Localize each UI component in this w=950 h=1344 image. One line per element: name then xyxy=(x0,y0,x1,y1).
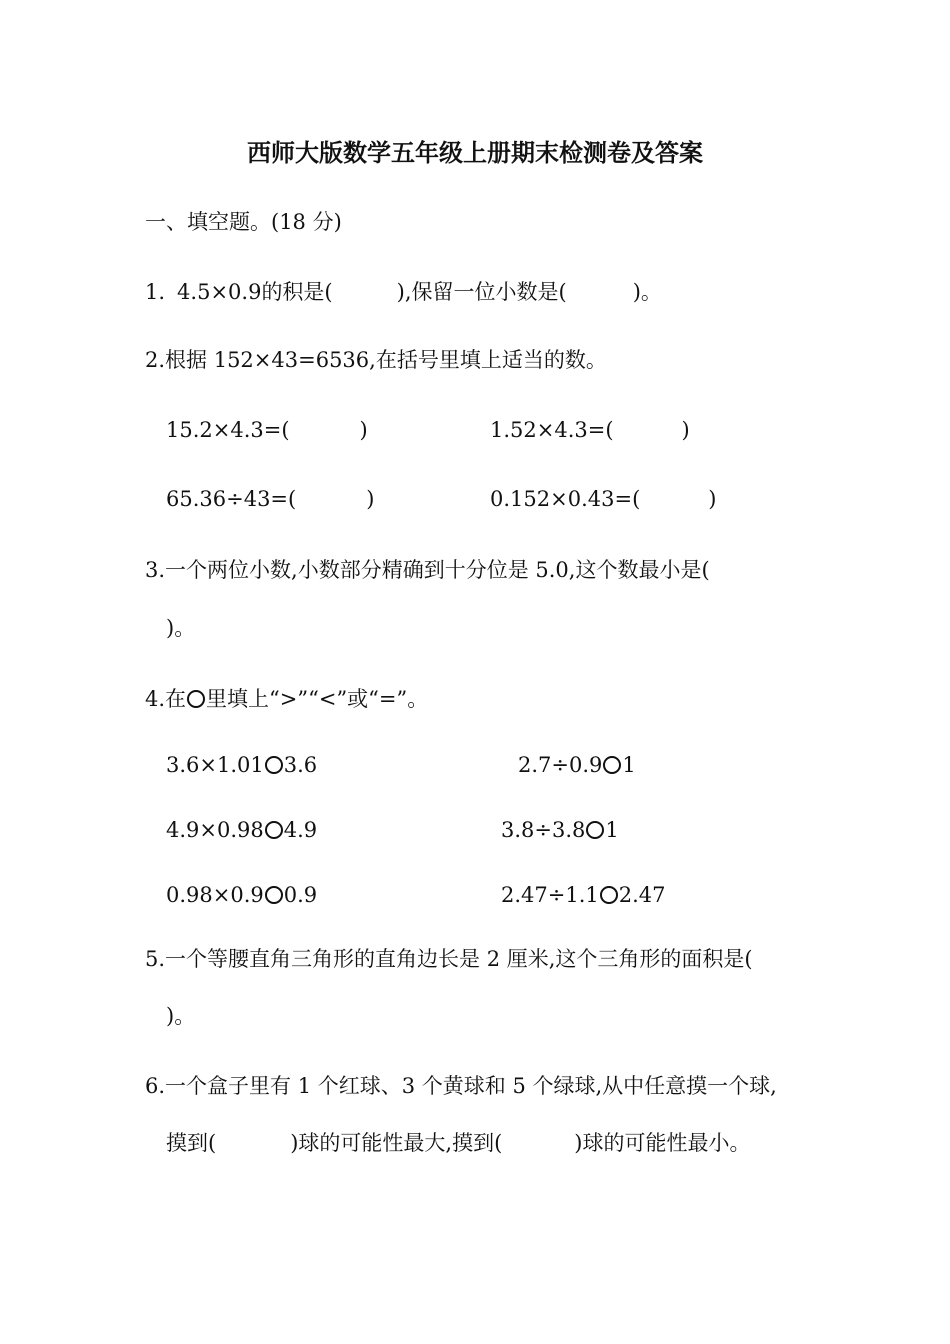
q2-item-expr: 15.2×4.3=( xyxy=(166,418,290,442)
q4-item xyxy=(501,816,619,844)
q1-expr: 4.5×0.9 xyxy=(177,280,262,304)
page-title: 西师大版数学五年级上册期末检测卷及答案 xyxy=(247,138,703,167)
q4-item xyxy=(166,816,317,844)
q1-text-a: 的积是( xyxy=(261,280,333,304)
comparison-circle-icon[interactable] xyxy=(586,821,604,839)
comparison-circle-icon[interactable] xyxy=(265,756,283,774)
q2-item xyxy=(166,485,374,513)
q4-item-left: 3.6×1.01 xyxy=(166,753,264,777)
question-5-line-1: 5.一个等腰直角三角形的直角边长是 2 厘米,这个三角形的面积是( xyxy=(145,947,753,971)
q4-item-right: 4.9 xyxy=(283,818,318,842)
comparison-circle-icon[interactable] xyxy=(265,886,283,904)
q2-item-close: ) xyxy=(708,487,717,511)
comparison-circle-icon[interactable] xyxy=(600,886,618,904)
q6-text-b: )球的可能性最大,摸到( xyxy=(290,1131,503,1155)
q2-item-expr: 65.36÷43=( xyxy=(166,487,297,511)
q4-item xyxy=(166,881,317,909)
q2-item-close: ) xyxy=(366,487,375,511)
q4-item-right: 2.47 xyxy=(618,883,666,907)
q4-item xyxy=(501,881,666,909)
q2-item xyxy=(490,416,690,444)
question-3-line-1: 3.一个两位小数,小数部分精确到十分位是 5.0,这个数最小是( xyxy=(145,558,710,582)
question-4-intro xyxy=(145,685,428,713)
q1-text-c: )。 xyxy=(632,280,662,304)
question-1 xyxy=(145,278,662,306)
q2-item-close: ) xyxy=(681,418,690,442)
comparison-circle-icon xyxy=(187,690,205,708)
q4-intro-a: 4.在 xyxy=(145,687,187,711)
q2-item-expr: 1.52×4.3=( xyxy=(490,418,614,442)
q4-item-left: 2.47÷1.1 xyxy=(501,883,599,907)
q4-item xyxy=(166,751,317,779)
q6-text-c: )球的可能性最小。 xyxy=(574,1131,751,1155)
question-5-line-2: )。 xyxy=(166,1004,196,1028)
question-3-line-2: )。 xyxy=(166,616,196,640)
q4-item-right: 3.6 xyxy=(283,753,318,777)
q6-text-a: 摸到( xyxy=(166,1131,217,1155)
comparison-circle-icon[interactable] xyxy=(265,821,283,839)
q4-item-left: 2.7÷0.9 xyxy=(518,753,603,777)
q1-text-b: ),保留一位小数是( xyxy=(396,280,567,304)
q2-item xyxy=(490,485,716,513)
q2-item-expr: 0.152×0.43=( xyxy=(490,487,641,511)
section-heading: 一、填空题。(18 分) xyxy=(145,210,342,234)
q2-item-close: ) xyxy=(359,418,368,442)
q4-item-left: 0.98×0.9 xyxy=(166,883,264,907)
q4-item-right: 1 xyxy=(622,753,636,777)
q4-item-right: 1 xyxy=(605,818,619,842)
q4-item-left: 4.9×0.98 xyxy=(166,818,264,842)
q4-item-left: 3.8÷3.8 xyxy=(501,818,586,842)
q4-item xyxy=(518,751,636,779)
q2-item xyxy=(166,416,368,444)
comparison-circle-icon[interactable] xyxy=(603,756,621,774)
q1-number: 1. xyxy=(145,280,166,304)
question-6-line-2 xyxy=(166,1129,750,1157)
question-2-intro: 2.根据 152×43=6536,在括号里填上适当的数。 xyxy=(145,348,607,372)
q4-item-right: 0.9 xyxy=(283,883,318,907)
question-6-line-1: 6.一个盒子里有 1 个红球、3 个黄球和 5 个绿球,从中任意摸一个球, xyxy=(145,1074,777,1098)
q4-intro-b: 里填上“>”“<”或“=”。 xyxy=(206,687,429,711)
